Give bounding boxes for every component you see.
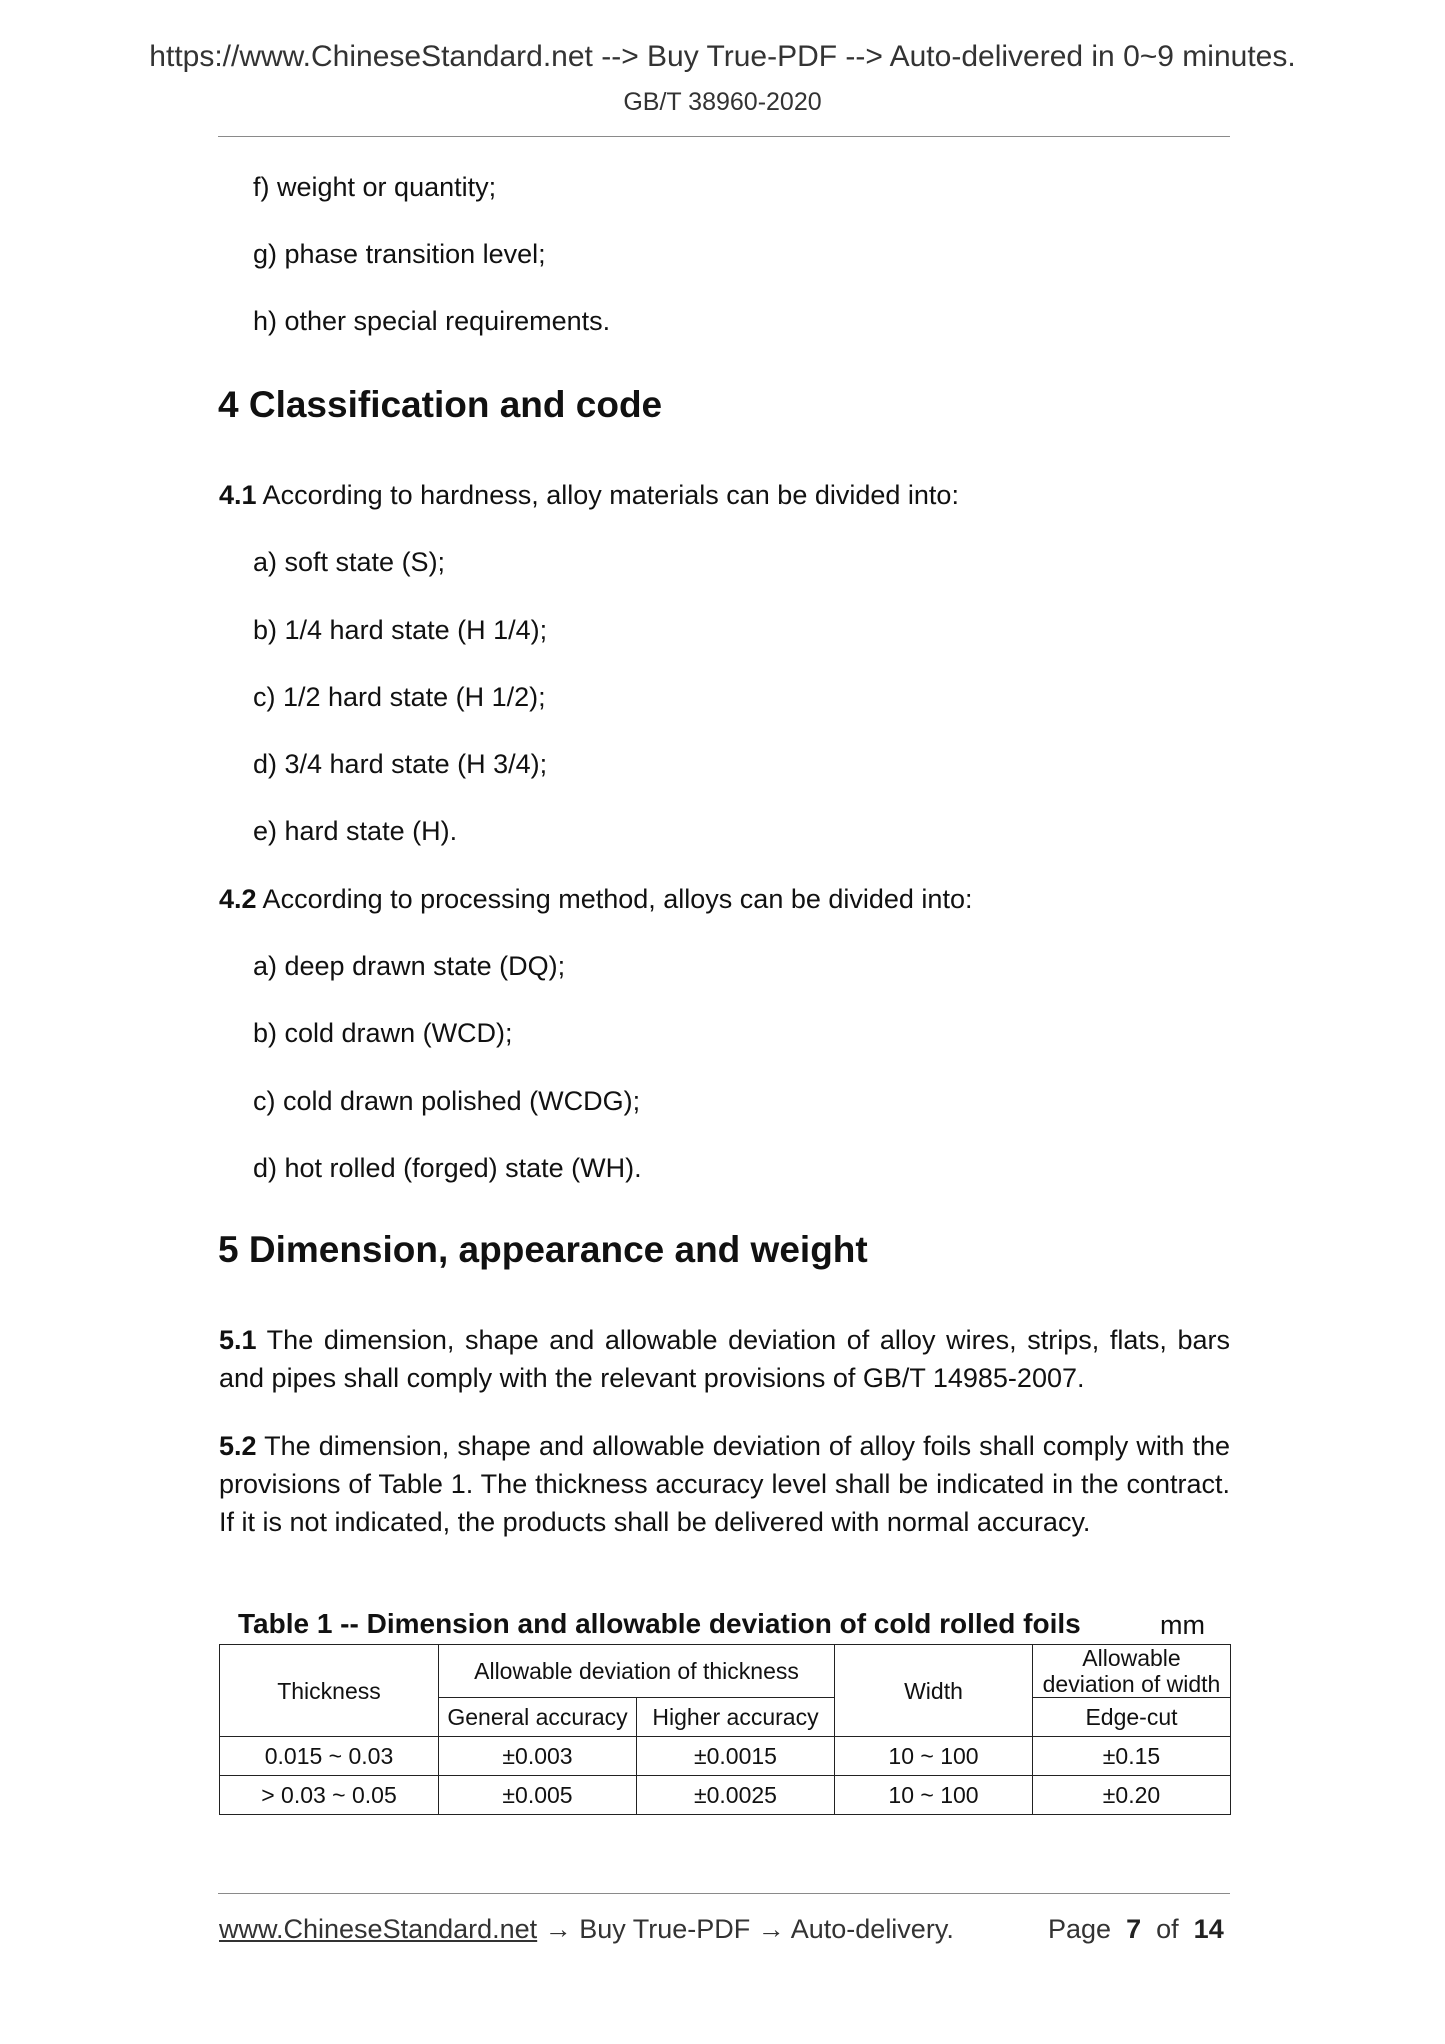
header-url-line: https://www.ChineseStandard.net --> Buy True-PDF --> Auto-delivered in 0~9 minutes. (149, 40, 1296, 73)
page-of-label: of (1156, 1914, 1179, 1944)
cell-deviation-width: ±0.15 (1033, 1737, 1231, 1776)
header-deviation-width (1033, 1645, 1231, 1698)
footer-site-link[interactable]: www.ChineseStandard.net (219, 1914, 538, 1944)
table-1 (219, 1644, 1231, 1815)
section-4-heading: 4 Classification and code (218, 384, 663, 425)
cell-deviation-width: ±0.20 (1033, 1776, 1231, 1815)
footer-divider (218, 1893, 1230, 1894)
cell-width: 10 ~ 100 (835, 1737, 1033, 1776)
cell-higher: ±0.0015 (637, 1737, 835, 1776)
page-number: 7 (1126, 1914, 1142, 1944)
header-general-accuracy: General accuracy (439, 1698, 637, 1737)
cell-higher: ±0.0025 (637, 1776, 835, 1815)
processing-item-wcdg: c) cold drawn polished (WCDG); (253, 1086, 641, 1116)
clause-text: According to hardness, alloy materials can be divided into: (256, 480, 959, 510)
footer-links (219, 1914, 954, 1945)
processing-item-dq: a) deep drawn state (DQ); (253, 951, 566, 981)
clause-number: 4.1 (219, 480, 257, 510)
clause-4-1 (219, 476, 959, 514)
clause-5-1 (219, 1321, 1230, 1397)
header-thickness: Thickness (220, 1645, 439, 1737)
clause-number: 4.2 (219, 884, 257, 914)
hardness-item-hard: e) hard state (H). (253, 816, 458, 846)
cell-thickness: 0.015 ~ 0.03 (220, 1737, 439, 1776)
hardness-item-quarter: b) 1/4 hard state (H 1/4); (253, 615, 548, 645)
table-1-unit: mm (1160, 1610, 1205, 1640)
table-1-caption: Table 1 -- Dimension and allowable deviation of cold rolled foils (238, 1608, 1081, 1639)
table-header-row (220, 1645, 1231, 1698)
header-deviation-thickness: Allowable deviation of thickness (439, 1645, 835, 1698)
header-deviation-width-line1: Allowable (1082, 1645, 1181, 1671)
clause-5-2 (219, 1427, 1230, 1541)
clause-number: 5.2 (219, 1431, 257, 1461)
table-row (220, 1776, 1231, 1815)
cell-width: 10 ~ 100 (835, 1776, 1033, 1815)
hardness-item-three-quarter: d) 3/4 hard state (H 3/4); (253, 749, 548, 779)
clause-4-2 (219, 880, 972, 918)
header-deviation-width-line2: deviation of width (1042, 1671, 1221, 1697)
list-item-phase: g) phase transition level; (253, 239, 546, 269)
header-width: Width (835, 1645, 1033, 1737)
header-higher-accuracy: Higher accuracy (637, 1698, 835, 1737)
footer-tagline: → Buy True-PDF → Auto-delivery. (537, 1914, 954, 1944)
cell-general: ±0.005 (439, 1776, 637, 1815)
table-row (220, 1737, 1231, 1776)
section-5-heading: 5 Dimension, appearance and weight (218, 1229, 868, 1270)
clause-text: The dimension, shape and allowable deviation of alloy wires, strips, flats, bars and pipes shall comply with the relevant provisions of GB/T 14985-2007. (219, 1325, 1230, 1393)
clause-text: The dimension, shape and allowable deviation of alloy foils shall comply with the provisions of Table 1. The thickness accuracy level shall be indicated in the contract. If it is not indicated, the products shall be delivered with normal accuracy. (219, 1431, 1230, 1537)
processing-item-wcd: b) cold drawn (WCD); (253, 1018, 513, 1048)
page-total: 14 (1193, 1914, 1224, 1944)
footer-page-indicator (1048, 1914, 1224, 1945)
processing-item-wh: d) hot rolled (forged) state (WH). (253, 1153, 642, 1183)
clause-number: 5.1 (219, 1325, 257, 1355)
hardness-item-half: c) 1/2 hard state (H 1/2); (253, 682, 546, 712)
list-item-weight: f) weight or quantity; (253, 172, 497, 202)
cell-general: ±0.003 (439, 1737, 637, 1776)
header-divider (218, 136, 1230, 137)
hardness-item-soft: a) soft state (S); (253, 547, 446, 577)
clause-text: According to processing method, alloys can be divided into: (256, 884, 973, 914)
cell-thickness: > 0.03 ~ 0.05 (220, 1776, 439, 1815)
header-doc-code: GB/T 38960-2020 (623, 88, 822, 116)
page-label: Page (1048, 1914, 1112, 1944)
header-edge-cut: Edge-cut (1033, 1698, 1231, 1737)
list-item-other: h) other special requirements. (253, 306, 611, 336)
